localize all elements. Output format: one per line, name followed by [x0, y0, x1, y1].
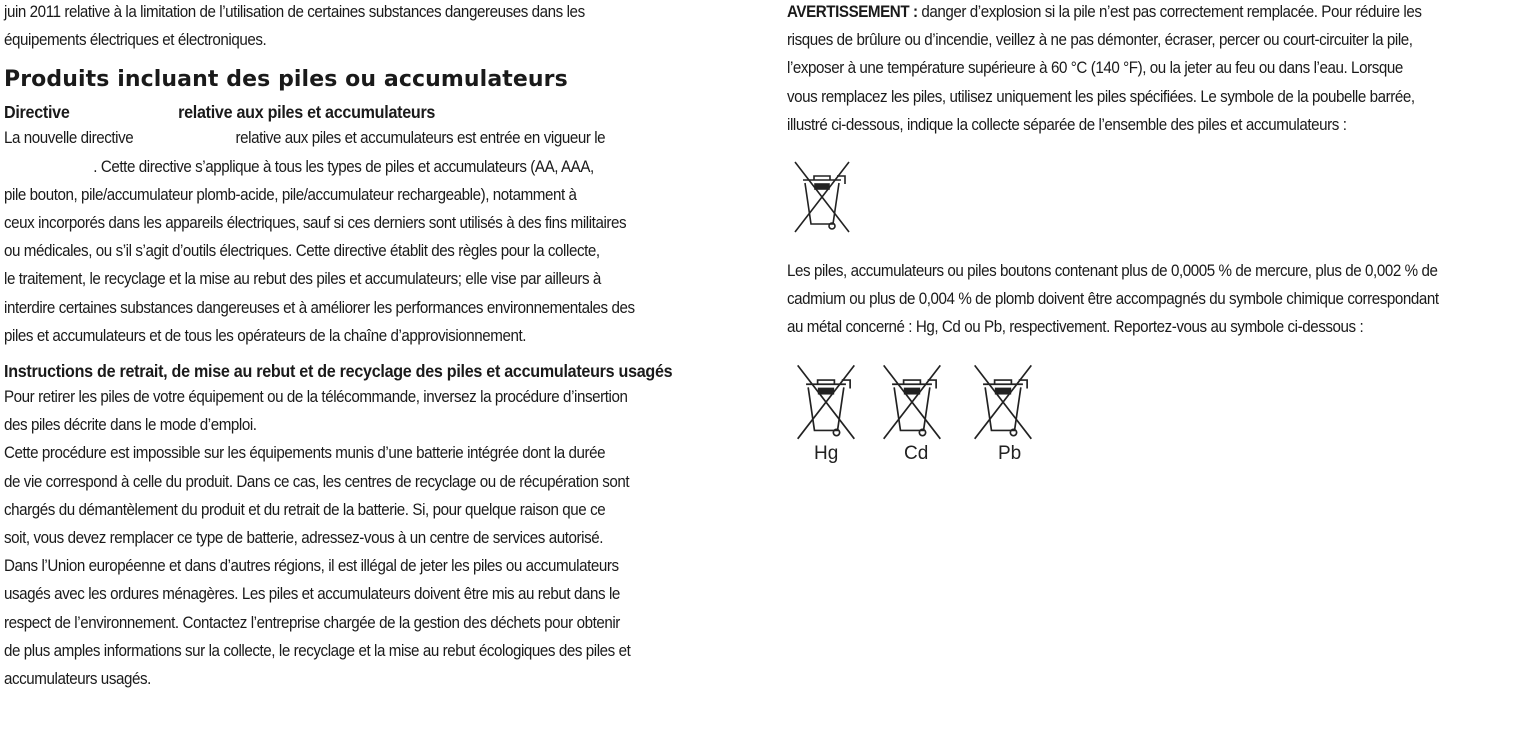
directive-line: ceux incorporés dans les appareils électriques, sauf si ces derniers sont utilisés à des fins militaires: [4, 214, 627, 233]
instructions-line: de vie correspond à celle du produit. Dans ce cas, les centres de recyclage ou de récupération sont: [4, 472, 630, 491]
weee-symbol-hg: [783, 357, 869, 448]
mercury-line: au métal concerné : Hg, Cd ou Pb, respectivement. Reportez-vous au symbole ci-dessous :: [787, 318, 1364, 337]
weee-symbol-cd: [869, 357, 955, 448]
directive-heading: [4, 99, 689, 125]
section-title: Produits incluant des piles ou accumulateurs: [4, 67, 568, 93]
directive-line-2: . Cette directive s’applique à tous les types de piles et accumulateurs (AA, AAA,: [93, 157, 594, 176]
instructions-line: chargés du démantèlement du produit et du retrait de la batterie. Si, pour quelque raison que ce: [4, 500, 606, 519]
instructions-line: de plus amples informations sur la collecte, le recyclage et la mise au rebut écologiques des piles et: [4, 641, 631, 660]
warning-line: [787, 0, 1531, 26]
directive-line: pile bouton, pile/accumulateur plomb-acide, pile/accumulateur rechargeable), notamment à: [4, 185, 577, 204]
left-column: [4, 0, 749, 693]
warning-first-text: danger d’explosion si la pile n’est pas correctement remplacée. Pour réduire les: [917, 3, 1422, 21]
crossed-out-wheelie-bin-icon: [783, 357, 869, 443]
instructions-line: Dans l’Union européenne et dans d’autres régions, il est illégal de jeter les piles ou accumulateurs: [4, 557, 619, 576]
mercury-line: cadmium ou plus de 0,004 % de plomb doivent être accompagnés du symbole chimique correspondant: [787, 290, 1439, 309]
bin-label-hg: Hg: [814, 443, 839, 464]
bin-label-pb: Pb: [998, 443, 1022, 464]
instructions-line: Pour retirer les piles de votre équipement ou de la télécommande, inversez la procédure d’insertion: [4, 388, 628, 407]
right-column: [787, 0, 1532, 464]
warning-line: l’exposer à une température supérieure à 60 °C (140 °F), ou la jeter au feu ou dans l’eau. Lorsque: [787, 59, 1403, 78]
weee-symbol-pb: [960, 357, 1046, 448]
directive-heading-start: Directive: [4, 102, 70, 123]
instructions-heading: Instructions de retrait, de mise au rebut et de recyclage des piles et accumulateurs usagés: [4, 361, 673, 382]
directive-line-end: relative aux piles et accumulateurs est entrée en vigueur le: [235, 129, 606, 148]
directive-line: [4, 124, 748, 152]
intro-paragraph: [4, 0, 748, 54]
crossed-out-wheelie-bin-icon: [960, 357, 1046, 443]
directive-line: piles et accumulateurs et de tous les opérateurs de la chaîne d’approvisionnement.: [4, 326, 527, 345]
mercury-line: Les piles, accumulateurs ou piles boutons contenant plus de 0,0005 % de mercure, plus de 0,002 % de: [787, 262, 1438, 281]
directive-line: interdire certaines substances dangereuses et à améliorer les performances environnementales des: [4, 298, 635, 317]
warning-line: risques de brûlure ou d’incendie, veillez à ne pas démonter, écraser, percer ou court-circuiter la pile,: [787, 31, 1413, 50]
directive-paragraph: [4, 124, 748, 350]
instructions-line: soit, vous devez remplacer ce type de batterie, adressez-vous à un centre de services autorisé.: [4, 529, 604, 548]
intro-line: équipements électriques et électroniques.: [4, 31, 267, 50]
directive-line: le traitement, le recyclage et la mise au rebut des piles et accumulateurs; elle vise par ailleurs à: [4, 270, 601, 289]
bin-label-cd: Cd: [904, 443, 929, 464]
mercury-paragraph: [787, 257, 1531, 342]
intro-line: juin 2011 relative à la limitation de l’utilisation de certaines substances dangereuses dans les: [4, 3, 585, 21]
directive-heading-end: relative aux piles et accumulateurs: [178, 102, 436, 123]
crossed-out-wheelie-bin-icon: [781, 154, 863, 236]
weee-symbol: [781, 154, 863, 241]
instructions-line: Cette procédure est impossible sur les équipements munis d’une batterie intégrée dont la durée: [4, 444, 606, 463]
instructions-line: usagés avec les ordures ménagères. Les piles et accumulateurs doivent être mis au rebut dans le: [4, 585, 620, 604]
directive-line: ou médicales, ou s’il s’agit d’outils électriques. Cette directive établit des règles pour la collecte,: [4, 242, 600, 261]
warning-paragraph: [787, 0, 1531, 139]
warning-line: illustré ci-dessous, indique la collecte séparée de l’ensemble des piles et accumulateurs :: [787, 115, 1347, 134]
instructions-line: respect de l’environnement. Contactez l’entreprise chargée de la gestion des déchets pour obtenir: [4, 613, 620, 632]
warning-label: AVERTISSEMENT :: [787, 3, 918, 21]
crossed-out-wheelie-bin-icon: [869, 357, 955, 443]
instructions-line: des piles décrite dans le mode d’emploi.: [4, 416, 257, 435]
directive-line-start: La nouvelle directive: [4, 129, 134, 148]
instructions-paragraph: [4, 383, 748, 693]
directive-line: [4, 153, 748, 181]
warning-line: vous remplacez les piles, utilisez uniquement les piles spécifiées. Le symbole de la poubelle barrée,: [787, 87, 1415, 106]
instructions-line: accumulateurs usagés.: [4, 670, 151, 689]
